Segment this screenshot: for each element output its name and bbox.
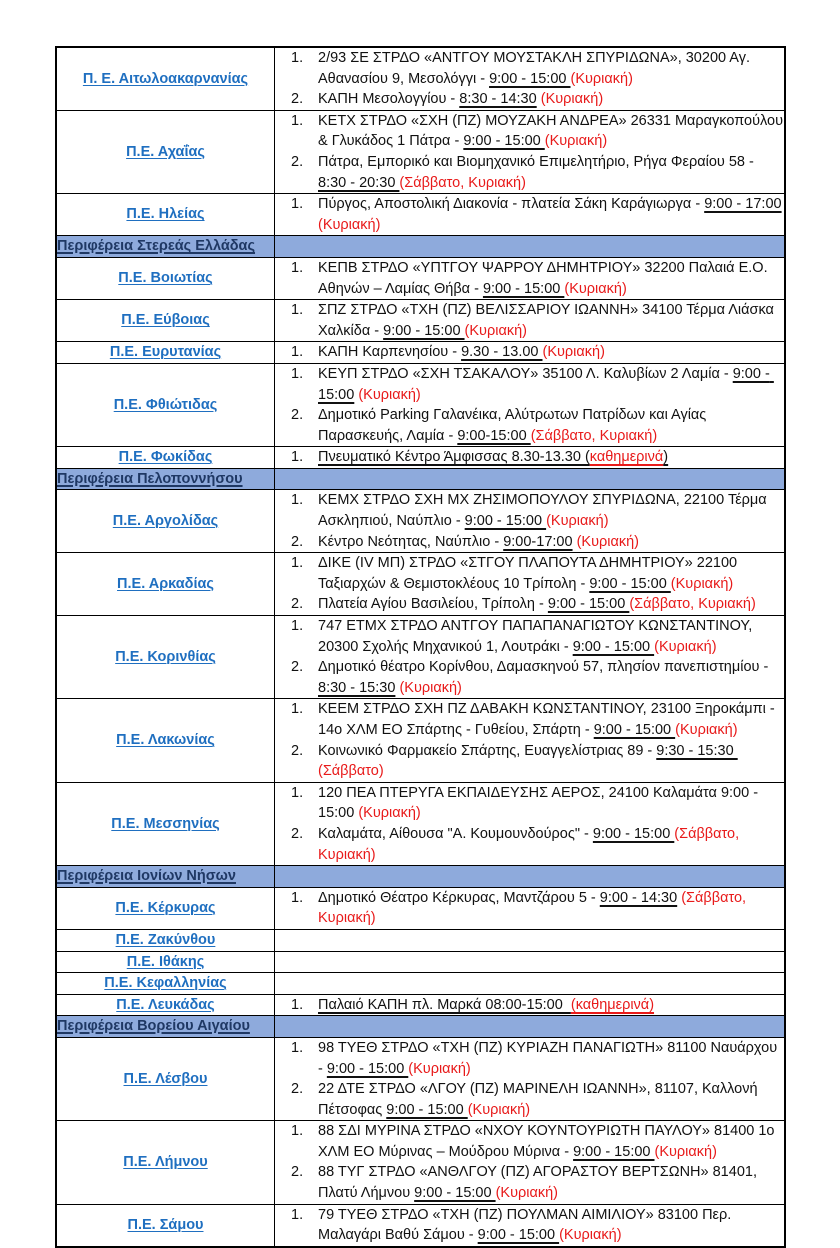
region-row: [56, 616, 785, 699]
list-item: [275, 657, 784, 698]
day-note-segment: καθημερινά: [589, 449, 664, 466]
item-number: 1.: [291, 889, 304, 906]
section-empty-cell: [275, 468, 786, 490]
day-note-segment: (Κυριακή): [570, 70, 633, 87]
hours-segment: 9:00 - 15:00: [318, 365, 774, 403]
day-note-segment: (Κυριακή): [546, 513, 609, 530]
text-segment: 120 ΠΕΑ ΠΤΕΡΥΓΑ ΕΚΠΑΙΔΕΥΣΗΣ ΑΕΡΟΣ, 24100 Καλαμάτα 9:00 - 15:00: [318, 784, 763, 822]
item-number: 1.: [291, 112, 304, 129]
section-label-cell: [56, 866, 275, 888]
table-body: [56, 47, 788, 1247]
item-number: 1.: [291, 1039, 304, 1056]
section-empty-cell: [275, 1016, 786, 1038]
region-cell: [56, 110, 275, 193]
items-cell: [275, 553, 786, 616]
hours-segment: 9:00 - 15:00: [592, 825, 675, 842]
section-label: Περιφέρεια Πελοποννήσου: [57, 470, 243, 487]
items-cell: [275, 1204, 786, 1247]
region-row: [56, 110, 785, 193]
day-note-segment: (Κυριακή): [675, 722, 738, 738]
hours-segment: 9:00-17:00: [503, 533, 573, 550]
region-cell: [56, 490, 275, 553]
region-cell: [56, 782, 275, 865]
section-empty-cell: [275, 236, 786, 258]
region-link[interactable]: Π.Ε. Ζακύνθου: [115, 931, 216, 948]
day-note-segment: (Κυριακή): [542, 344, 605, 361]
text-segment: Κοινωνικό Φαρμακείο Σπάρτης, Ευαγγελίστριας 89 -: [318, 742, 657, 759]
items-cell: [275, 363, 786, 446]
list-item: [275, 194, 784, 235]
region-row: [56, 300, 785, 342]
hours-segment: 9:00 - 15:00: [326, 1060, 409, 1077]
text-segment: 79 ΤΥΕΘ ΣΤΡΔΟ «ΤΧΗ (ΠΖ) ΠΟΥΛΜΑΝ ΑΙΜΙΛΙΟΥ» 83100 Περ. Μαλαγάρι Βαθύ Σάμου -: [318, 1206, 736, 1244]
day-note-segment: (Κυριακή): [654, 638, 717, 655]
region-link[interactable]: Π.Ε. Εύβοιας: [121, 312, 210, 329]
region-cell: [56, 363, 275, 446]
region-link[interactable]: Π.Ε. Ευρυτανίας: [109, 344, 222, 361]
region-row: [56, 929, 785, 951]
region-link[interactable]: Π.Ε. Λακωνίας: [116, 732, 215, 749]
day-note-segment: (καθημερινά): [570, 996, 655, 1013]
hours-segment: 8:30 - 20:30: [318, 174, 400, 191]
region-link[interactable]: Π.Ε. Λήμνου: [123, 1154, 208, 1171]
region-cell: [56, 300, 275, 342]
items-cell: [275, 973, 786, 995]
item-number: 2.: [291, 533, 304, 550]
items-cell: [275, 951, 786, 973]
list-item: [275, 405, 784, 446]
region-link[interactable]: Π.Ε. Φθιώτιδας: [113, 396, 218, 413]
region-row: [56, 257, 785, 299]
item-number: 1.: [291, 701, 304, 718]
hours-segment: 9:00 - 15:00: [464, 513, 547, 530]
items-cell: [275, 782, 786, 865]
list-item: [275, 48, 784, 89]
region-row: [56, 951, 785, 973]
section-label-cell: [56, 1016, 275, 1038]
day-note-segment: (Κυριακή): [670, 575, 734, 592]
item-number: 1.: [291, 259, 304, 276]
list-item: [275, 490, 784, 531]
region-row: [56, 447, 785, 469]
hours-segment: 9:00 - 14:30: [599, 889, 678, 906]
list-item: [275, 783, 784, 824]
text-segment: Πλατεία Αγίου Βασιλείου, Τρίπολη -: [318, 596, 548, 613]
text-segment: 2/93 ΣΕ ΣΤΡΔΟ «ΑΝΤΓΟΥ ΜΟΥΣΤΑΚΛΗ ΣΠΥΡΙΔΩΝΑ», 30200 Αγ. Αθανασίου 9, Μεσολόγγι -: [318, 50, 754, 87]
region-cell: [56, 973, 275, 995]
hours-segment: Πνευματικό Κέντρο Άμφισσας 8.30-13.30 (: [318, 449, 590, 466]
items-cell: [275, 887, 786, 929]
list-item: [275, 594, 784, 615]
day-note-segment: (Κυριακή): [559, 1227, 622, 1244]
item-number: 2.: [291, 659, 304, 676]
region-link[interactable]: Π.Ε. Ηλείας: [126, 206, 205, 223]
hours-segment: 9:00 - 15:00: [547, 596, 630, 613]
hours-segment: 9:00 - 15:00: [463, 133, 545, 150]
day-note-segment: (Σάββατο, Κυριακή): [318, 889, 751, 927]
region-row: [56, 782, 785, 865]
day-note-segment: (Κυριακή): [564, 280, 627, 297]
items-cell: [275, 47, 786, 110]
item-number: 1.: [291, 302, 304, 319]
region-cell: [56, 994, 275, 1016]
text-segment: ΔΙΚΕ (IV ΜΠ) ΣΤΡΔΟ «ΣΤΓΟΥ ΠΛΑΠΟΥΤΑ ΔΗΜΗΤΡΙΟΥ» 22100 Ταξιαρχών & Θεμιστοκλέους 10 Τρίπολη -: [318, 555, 741, 592]
text-segment: Δημοτικό Θέατρο Κέρκυρας, Μαντζάρου 5 -: [318, 889, 600, 906]
region-row: [56, 1121, 785, 1204]
hours-segment: 9:00 - 15:00: [386, 1101, 468, 1118]
list-item: [275, 741, 784, 782]
items-cell: [275, 929, 786, 951]
text-segment: Πύργος, Αποστολική Διακονία - πλατεία Σάκη Καράγιωργα -: [318, 196, 705, 213]
item-number: 1.: [291, 365, 304, 382]
hours-segment: 9:00 - 15:00: [573, 1143, 655, 1160]
day-note-segment: (Σάββατο): [318, 763, 384, 780]
item-number: 1.: [291, 50, 304, 66]
item-number: 2.: [291, 1164, 304, 1181]
items-cell: [275, 110, 786, 193]
text-segment: 747 ΕΤΜΧ ΣΤΡΔΟ ΑΝΤΓΟΥ ΠΑΠΑΠΑΝΑΓΙΩΤΟΥ ΚΩΝΣΤΑΝΤΙΝΟΥ, 20300 Σχολής Μηχανικού 1, Λουτράκι -: [318, 618, 757, 655]
item-number: 1.: [291, 784, 304, 801]
region-cell: [56, 1204, 275, 1247]
list-item: [275, 364, 784, 405]
items-cell: [275, 699, 786, 782]
region-cell: [56, 951, 275, 973]
hours-segment: 9:00 - 15:00: [489, 70, 571, 87]
section-row: [56, 866, 785, 888]
item-number: 1.: [291, 449, 304, 466]
list-item: [275, 342, 784, 363]
text-segment: Δημοτικό Parking Γαλανέικα, Αλύτρωτων Πατρίδων και Αγίας Παρασκευής, Λαμία -: [318, 407, 711, 444]
list-item: [275, 699, 784, 740]
section-label: Περιφέρεια Ιονίων Νήσων: [57, 868, 236, 885]
region-cell: [56, 447, 275, 469]
item-number: 1.: [291, 618, 304, 635]
region-link[interactable]: Π.Ε. Λέσβου: [123, 1070, 208, 1087]
day-note-segment: (Κυριακή): [358, 805, 421, 822]
day-note-segment: (Κυριακή): [318, 216, 381, 233]
day-note-segment: (Κυριακή): [464, 322, 527, 339]
text-segment: ΚΕΜΧ ΣΤΡΔΟ ΣΧΗ ΜΧ ΖΗΣΙΜΟΠΟΥΛΟΥ ΣΠΥΡΙΔΩΝΑ, 22100 Τέρμα Ασκληπιού, Ναύπλιο -: [318, 492, 770, 530]
section-empty-cell: [275, 866, 786, 888]
region-row: [56, 699, 785, 782]
list-item: [275, 1038, 784, 1079]
section-label: Περιφέρεια Βορείου Αιγαίου: [57, 1018, 250, 1035]
region-cell: [56, 699, 275, 782]
hours-segment: ): [663, 449, 669, 466]
item-number: 2.: [291, 742, 304, 759]
region-link[interactable]: Π.Ε. Αρκαδίας: [117, 575, 214, 592]
day-note-segment: (Κυριακή): [495, 1185, 559, 1202]
text-segment: 22 ΔΤΕ ΣΤΡΔΟ «ΛΓΟΥ (ΠΖ) ΜΑΡΙΝΕΛΗ ΙΩΑΝΝΗ», 81107, Καλλονή Πέτσοφας: [318, 1081, 762, 1118]
region-row: [56, 553, 785, 616]
day-note-segment: (Κυριακή): [408, 1060, 471, 1077]
day-note-segment: (Κυριακή): [576, 533, 640, 550]
list-item: [275, 824, 784, 865]
item-number: 2.: [291, 153, 304, 170]
items-cell: [275, 300, 786, 342]
text-segment: 88 ΣΔΙ ΜΥΡΙΝΑ ΣΤΡΔΟ «ΝΧΟΥ ΚΟΥΝΤΟΥΡΙΩΤΗ ΠΑΥΛΟΥ» 81400 1ο ΧΛΜ ΕΟ Μύρινας – Μούδρου Μύρινα -: [318, 1123, 779, 1160]
list-item: [275, 300, 784, 341]
region-cell: [56, 553, 275, 616]
day-note-segment: (Κυριακή): [358, 386, 421, 403]
region-link[interactable]: Π.Ε. Μεσσηνίας: [111, 815, 220, 832]
list-item: [275, 152, 784, 193]
text-segment: ΚΕΤΧ ΣΤΡΔΟ «ΣΧΗ (ΠΖ) ΜΟΥΖΑΚΗ ΑΝΔΡΕΑ» 26331 Μαραγκοπούλου & Γλυκάδος 1 Πάτρα -: [318, 112, 788, 150]
item-number: 1.: [291, 1206, 304, 1223]
day-note-segment: (Κυριακή): [540, 91, 604, 108]
region-row: [56, 194, 785, 236]
region-row: [56, 47, 785, 110]
items-cell: [275, 342, 786, 364]
distribution-points-table: [55, 46, 786, 1248]
hours-segment: 8:30 - 15:30: [318, 679, 396, 696]
hours-segment: 9:00 - 15:00: [593, 722, 676, 738]
list-item: [275, 888, 784, 929]
hours-segment: 9:00 - 15:00: [477, 1227, 560, 1244]
item-number: 1.: [291, 492, 304, 509]
region-link[interactable]: Π.Ε. Αχαΐας: [126, 143, 205, 160]
region-link[interactable]: Π.Ε. Ιθάκης: [126, 953, 205, 970]
day-note-segment: (Σάββατο, Κυριακή): [318, 825, 744, 863]
region-cell: [56, 194, 275, 236]
text-segment: Κέντρο Νεότητας, Ναύπλιο -: [318, 533, 504, 550]
hours-segment: Παλαιό ΚΑΠΗ πλ. Μαρκά 08:00-15:00: [318, 996, 571, 1013]
item-number: 1.: [291, 996, 304, 1013]
list-item: [275, 532, 784, 553]
section-label-cell: [56, 468, 275, 490]
list-item: [275, 447, 784, 468]
items-cell: [275, 257, 786, 299]
text-segment: Δημοτικό θέατρο Κορίνθου, Δαμασκηνού 57, πλησίον πανεπιστημίου -: [318, 659, 773, 676]
region-link[interactable]: Π.Ε. Λευκάδας: [116, 996, 215, 1013]
item-number: 2.: [291, 825, 304, 842]
region-row: [56, 363, 785, 446]
text-segment: Καλαμάτα, Αίθουσα "Α. Κουμουνδούρος" -: [318, 825, 593, 842]
text-segment: ΚΕΕΜ ΣΤΡΔΟ ΣΧΗ ΠΖ ΔΑΒΑΚΗ ΚΩΝΣΤΑΝΤΙΝΟΥ, 23100 Ξηροκάμπι - 14ο ΧΛΜ ΕΟ Σπάρτης - Γυθείου, Σπάρτη -: [318, 701, 779, 738]
items-cell: [275, 1121, 786, 1204]
item-number: 1.: [291, 196, 304, 213]
region-cell: [56, 47, 275, 110]
hours-segment: 9:00 - 15:00: [414, 1185, 496, 1202]
region-cell: [56, 929, 275, 951]
text-segment: 88 ΤΥΓ ΣΤΡΔΟ «ΑΝΘΛΓΟΥ (ΠΖ) ΑΓΟΡΑΣΤΟΥ ΒΕΡΤΣΩΝΗ» 81401, Πλατύ Λήμνου: [318, 1164, 762, 1202]
hours-segment: 8:30 - 14:30: [459, 91, 537, 108]
list-item: [275, 553, 784, 594]
region-link[interactable]: Π.Ε. Κέρκυρας: [115, 900, 216, 917]
item-number: 1.: [291, 1123, 304, 1140]
section-label-cell: [56, 236, 275, 258]
region-cell: [56, 616, 275, 699]
region-row: [56, 994, 785, 1016]
item-number: 2.: [291, 91, 304, 108]
region-cell: [56, 887, 275, 929]
hours-segment: 9:00 - 17:00: [704, 196, 782, 213]
list-item: [275, 1079, 784, 1120]
text-segment: ΚΑΠΗ Καρπενησίου -: [318, 344, 462, 361]
text-segment: ΚΑΠΗ Μεσολογγίου -: [318, 91, 460, 108]
region-cell: [56, 257, 275, 299]
item-number: 1.: [291, 344, 304, 361]
day-note-segment: (Κυριακή): [654, 1143, 717, 1160]
region-link[interactable]: Π. Ε. Αιτωλοακαρνανίας: [82, 70, 249, 87]
list-item: [275, 258, 784, 299]
section-row: [56, 1016, 785, 1038]
items-cell: [275, 616, 786, 699]
text-segment: ΣΠΖ ΣΤΡΔΟ «ΤΧΗ (ΠΖ) ΒΕΛΙΣΣΑΡΙΟΥ ΙΩΑΝΝΗ» 34100 Τέρμα Λιάσκα Χαλκίδα -: [318, 302, 778, 339]
text-segment: Πάτρα, Εμπορικό και Βιομηχανικό Επιμελητήριο, Ρήγα Φεραίου 58 -: [318, 153, 758, 170]
day-note-segment: (Σάββατο, Κυριακή): [399, 174, 526, 191]
region-link[interactable]: Π.Ε. Κεφαλληνίας: [104, 975, 227, 992]
list-item: [275, 1121, 784, 1162]
list-item: [275, 111, 788, 152]
item-number: 2.: [291, 596, 304, 613]
region-row: [56, 342, 785, 364]
list-item: [275, 1162, 784, 1203]
hours-segment: 9:00 - 15:00: [589, 575, 671, 592]
hours-segment: 9:00 - 15:00: [383, 322, 465, 339]
list-item: [275, 89, 784, 110]
item-number: 2.: [291, 1081, 304, 1098]
section-row: [56, 468, 785, 490]
list-item: [275, 616, 784, 657]
items-cell: [275, 194, 786, 236]
text-segment: ΚΕΠΒ ΣΤΡΔΟ «ΥΠΤΓΟΥ ΨΑΡΡΟΥ ΔΗΜΗΤΡΙΟΥ» 32200 Παλαιά Ε.Ο. Αθηνών – Λαμίας Θήβα -: [318, 259, 771, 297]
section-row: [56, 236, 785, 258]
region-link[interactable]: Π.Ε. Αργολίδας: [112, 513, 219, 530]
day-note-segment: (Σάββατο, Κυριακή): [530, 427, 658, 444]
list-item: [275, 995, 784, 1016]
region-row: [56, 1204, 785, 1247]
hours-segment: 9:00 - 15:00: [572, 638, 655, 655]
text-segment: ΚΕΥΠ ΣΤΡΔΟ «ΣΧΗ ΤΣΑΚΑΛΟΥ» 35100 Λ. Καλυβίων 2 Λαμία -: [318, 365, 733, 382]
items-cell: [275, 994, 786, 1016]
region-cell: [56, 1037, 275, 1120]
region-cell: [56, 342, 275, 364]
region-row: [56, 1037, 785, 1120]
region-row: [56, 490, 785, 553]
section-label: Περιφέρεια Στερεάς Ελλάδας: [57, 238, 256, 255]
day-note-segment: (Κυριακή): [467, 1101, 531, 1118]
list-item: [275, 1205, 784, 1246]
region-link[interactable]: Π.Ε. Φωκίδας: [118, 449, 213, 466]
region-row: [56, 887, 785, 929]
region-link[interactable]: Π.Ε. Βοιωτίας: [118, 270, 213, 287]
items-cell: [275, 1037, 786, 1120]
hours-segment: 9:00-15:00: [457, 427, 531, 444]
text-segment: [782, 196, 786, 212]
day-note-segment: (Κυριακή): [544, 133, 608, 150]
hours-segment: 9.30 - 13.00: [461, 344, 543, 361]
item-number: 1.: [291, 555, 304, 572]
items-cell: [275, 447, 786, 469]
text-segment: 98 ΤΥΕΘ ΣΤΡΔΟ «ΤΧΗ (ΠΖ) ΚΥΡΙΑΖΗ ΠΑΝΑΓΙΩΤΗ» 81100 Ναυάρχου -: [318, 1039, 782, 1077]
items-cell: [275, 490, 786, 553]
region-link[interactable]: Π.Ε. Σάμου: [127, 1216, 204, 1233]
region-cell: [56, 1121, 275, 1204]
region-row: [56, 973, 785, 995]
hours-segment: 9:00 - 15:00: [482, 280, 565, 297]
item-number: 2.: [291, 407, 304, 424]
hours-segment: 9:30 - 15:30: [656, 742, 738, 759]
day-note-segment: (Σάββατο, Κυριακή): [629, 596, 756, 613]
region-link[interactable]: Π.Ε. Κορινθίας: [115, 648, 216, 665]
day-note-segment: (Κυριακή): [399, 679, 462, 696]
